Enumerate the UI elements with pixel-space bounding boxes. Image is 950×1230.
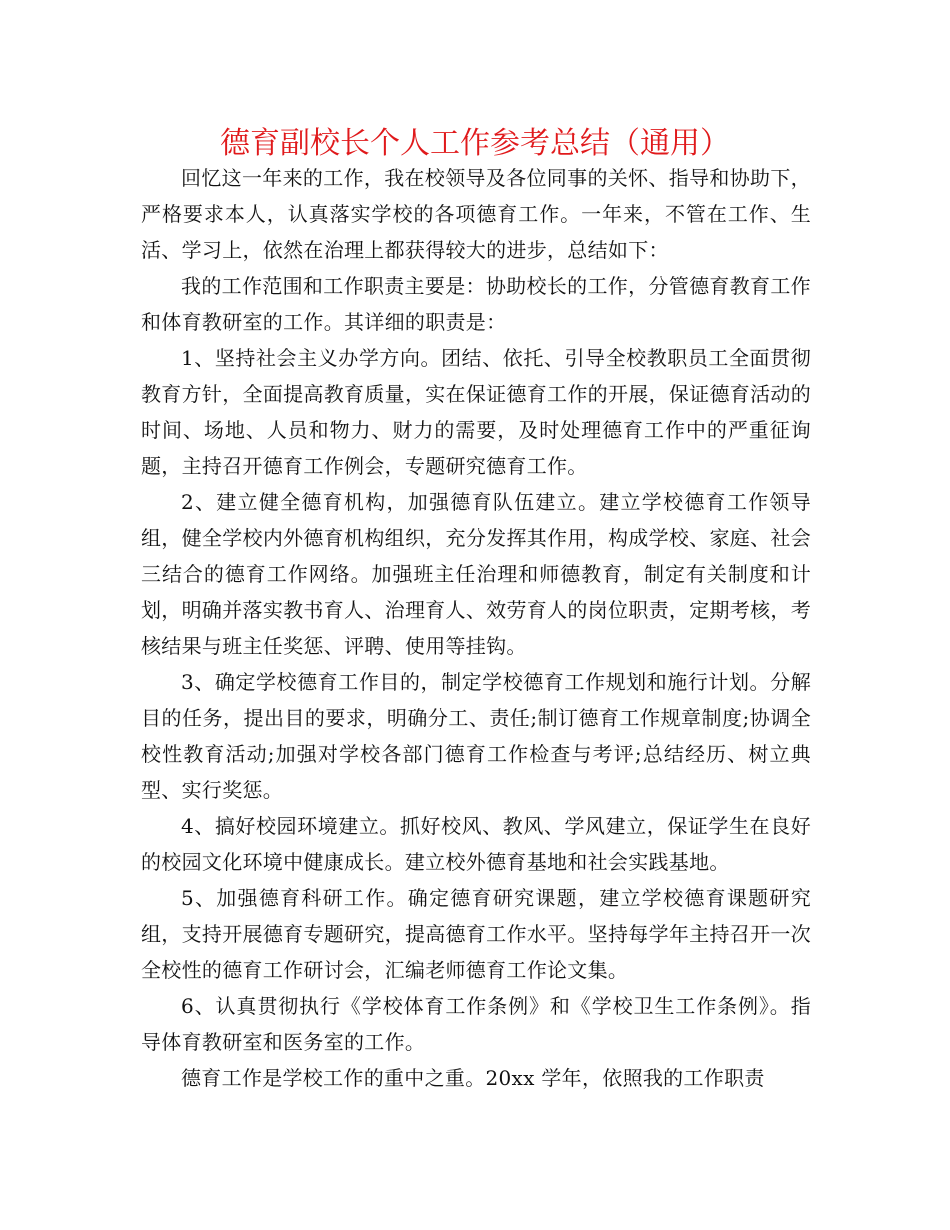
paragraph-item-6: 6、认真贯彻执行《学校体育工作条例》和《学校卫生工作条例》。指导体育教研室和医务室的工作。 xyxy=(141,994,811,1054)
document-title: 德育副校长个人工作参考总结（通用） xyxy=(220,126,730,161)
paragraph-summary-start: 德育工作是学校工作的重中之重。20xx 学年，依照我的工作职责 xyxy=(181,1066,765,1090)
paragraph-scope: 我的工作范围和工作职责主要是：协助校长的工作，分管德育教育工作和体育教研室的工作。其详细的职责是： xyxy=(141,274,811,334)
paragraph-item-4: 4、搞好校园环境建立。抓好校风、教风、学风建立，保证学生在良好的校园文化环境中健康成长。建立校外德育基地和社会实践基地。 xyxy=(141,814,811,874)
paragraph-item-1: 1、坚持社会主义办学方向。团结、依托、引导全校教职员工全面贯彻教育方针，全面提高教育质量，实在保证德育工作的开展，保证德育活动的时间、场地、人员和物力、财力的需要，及时处理德育工作中的严重征询题，主持召开德育工作例会，专题研究德育工作。 xyxy=(141,346,811,478)
paragraph-item-3: 3、确定学校德育工作目的，制定学校德育工作规划和施行计划。分解目的任务，提出目的要求，明确分工、责任;制订德育工作规章制度;协调全校性教育活动;加强对学校各部门德育工作检查与考评;总结经历、树立典型、实行奖惩。 xyxy=(141,670,811,802)
paragraph-item-2: 2、建立健全德育机构，加强德育队伍建立。建立学校德育工作领导组，健全学校内外德育机构组织，充分发挥其作用，构成学校、家庭、社会三结合的德育工作网络。加强班主任治理和师德教育，制定有关制度和计划，明确并落实教书育人、治理育人、效劳育人的岗位职责，定期考核，考核结果与班主任奖惩、评聘、使用等挂钩。 xyxy=(141,490,811,658)
document-body xyxy=(141,160,811,1096)
paragraph-intro: 回忆这一年来的工作，我在校领导及各位同事的关怀、指导和协助下，严格要求本人，认真落实学校的各项德育工作。一年来，不管在工作、生活、学习上，依然在治理上都获得较大的进步，总结如下： xyxy=(141,166,811,262)
paragraph-item-5: 5、加强德育科研工作。确定德育研究课题，建立学校德育课题研究组，支持开展德育专题研究，提高德育工作水平。坚持每学年主持召开一次全校性的德育工作研讨会，汇编老师德育工作论文集。 xyxy=(141,886,811,982)
